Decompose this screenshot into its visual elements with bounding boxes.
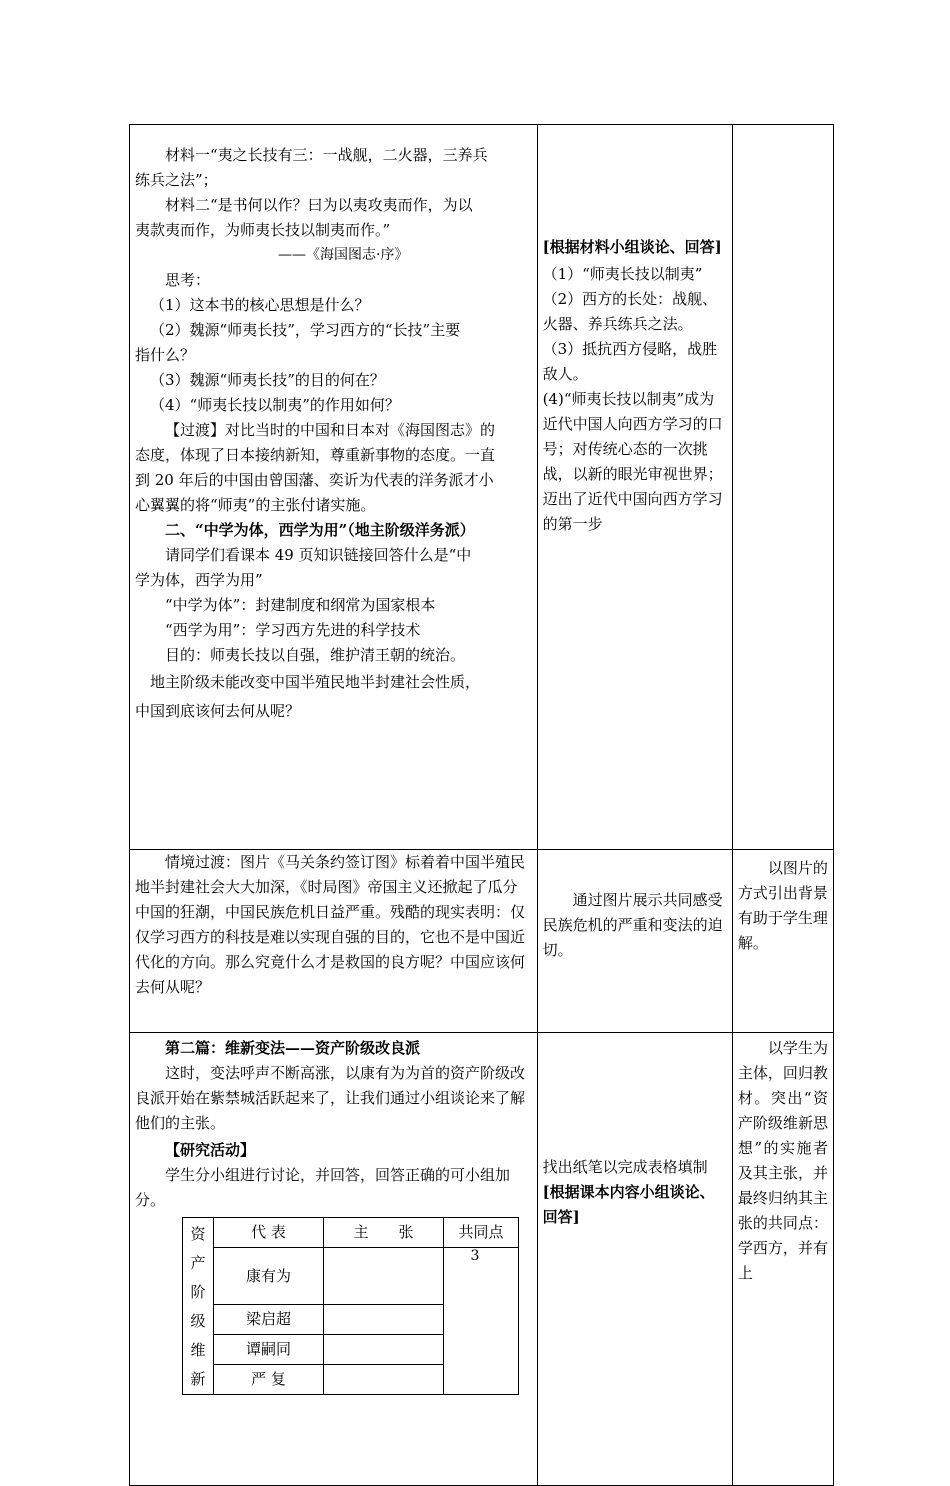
answer-1: （1）“师夷长技以制夷” (542, 265, 703, 283)
common-point-blank[interactable] (444, 1248, 519, 1395)
answer-4: (4)“师夷长技以制夷”成为近代中国人向西方学习的口号；对传统心态的一次挑战，以新的眼光审视世界；迈出了近代中国向西方学习的第一步 (542, 390, 723, 533)
conclusion-line2: 中国到底该何去何从呢？ (135, 702, 301, 720)
student-activity-cell (537, 850, 732, 1033)
image-activity-text: 通过图片展示共同感受民族危机的严重和变法的迫切。 (542, 891, 723, 959)
material-two-line2: 夷款夷而作，为师夷长技以制夷而作。” (135, 221, 391, 239)
question-2-line1: （2）魏源“师夷长技”，学习西方的“长技”主要 (150, 321, 461, 339)
section-heading-reform: 第二篇：维新变法——资产阶级改良派 (165, 1039, 421, 1057)
lesson-plan-table (129, 124, 834, 1486)
chinese-learning-definition: “中学为体”：封建制度和纲常为国家根本 (165, 596, 436, 614)
section-heading-westernization: 二、“中学为体，西学为用”（地主阶级洋务派） (165, 521, 475, 539)
header-common-point: 共同点 (444, 1218, 519, 1248)
teaching-content-cell (130, 125, 538, 850)
think-label: 思考： (165, 271, 211, 289)
reform-intro: 这时，变法呼声不断高涨，以康有为为首的资产阶级改良派开始在紫禁城活跃起来了，让我们通过小组谈论来了解他们的主张。 (135, 1064, 526, 1132)
purpose-line: 目的：师夷长技以自强，维护清王朝的统治。 (165, 646, 466, 664)
design-intent-text: 以学生为主体，回归教材。突出“资产阶级维新思想”的实施者及其主张，并最终归纳其主张的共同点：学西方，并有上 (737, 1039, 828, 1282)
teaching-content-cell (130, 850, 538, 1033)
activity-title: [根据课本内容小组谈论、回答] (542, 1183, 715, 1226)
activity-title: [根据材料小组谈论、回答] (542, 238, 722, 256)
transition-line4: 心翼翼的将“师夷”的主张付诸实施。 (135, 496, 376, 514)
conclusion-line1: 地主阶级未能改变中国半殖民地半封建社会性质， (150, 673, 481, 691)
person-name: 严 复 (214, 1365, 324, 1395)
answer-3: （3）抵抗西方侵略，战胜敌人。 (542, 340, 718, 383)
reformers-table (182, 1217, 519, 1395)
side-label-cell (183, 1218, 214, 1395)
material-source: ——《海国图志·序》 (278, 247, 409, 263)
person-name: 康有为 (214, 1248, 324, 1305)
student-activity-cell (537, 125, 732, 850)
material-two-line1: 材料二“是书何以作？曰为以夷攻夷而作，为以 (165, 196, 473, 214)
reading-line2: 学为体，西学为用” (135, 571, 263, 589)
side-label: 资产阶级维新 (190, 1225, 206, 1388)
table-row (130, 125, 834, 850)
question-2-line2: 指什么？ (135, 346, 196, 364)
reading-line1: 请同学们看课本 49 页知识链接回答什么是“中 (165, 546, 472, 564)
proposition-blank[interactable] (324, 1335, 444, 1365)
transition-line2: 态度，体现了日本接纳新知，尊重新事物的态度。一直 (135, 446, 496, 464)
header-proposition: 主 张 (324, 1218, 444, 1248)
answer-2: （2）西方的长处：战舰、火器、养兵练兵之法。 (542, 290, 718, 333)
transition-line3: 到 20 年后的中国由曾国藩、奕䜣为代表的洋务派才小 (135, 471, 494, 489)
material-one-line2: 练兵之法”； (135, 171, 218, 189)
person-name: 梁启超 (214, 1305, 324, 1335)
question-4: （4）“师夷长技以制夷”的作用如何？ (150, 396, 400, 414)
transition-line1: 【过渡】对比当时的中国和日本对《海国图志》的 (165, 421, 496, 439)
scenario-transition: 情境过渡：图片《马关条约签订图》标着着中国半殖民地半封建社会大大加深，《时局图》帝国主义还掀起了瓜分中国的狂潮，中国民族危机日益严重。残酷的现实表明：仅仅学习西方的科技是难以实现自强的目的，它也不是中国近代化的方向。那么究竟什么才是救国的良方呢？中国应该何去何从呢？ (135, 853, 526, 996)
header-representative: 代 表 (214, 1218, 324, 1248)
question-1: （1）这本书的核心思想是什么？ (150, 296, 370, 314)
design-intent-cell (732, 125, 833, 850)
activity-instructions: 学生分小组进行讨论，并回答，回答正确的可小组加分。 (135, 1166, 511, 1209)
proposition-blank[interactable] (324, 1305, 444, 1335)
table-row (130, 850, 834, 1033)
table-task-text: 找出纸笔以完成表格填制 (542, 1158, 708, 1176)
design-intent-text: 以图片的方式引出背景有助于学生理解。 (737, 859, 828, 952)
person-name: 谭嗣同 (214, 1335, 324, 1365)
design-intent-cell (732, 850, 833, 1033)
research-activity-label: 【研究活动】 (165, 1141, 256, 1159)
page-number: 3 (470, 1248, 480, 1264)
material-one-line1: 材料一“夷之长技有三：一战舰，二火器，三养兵 (165, 146, 488, 164)
table-row (183, 1218, 519, 1248)
question-3: （3）魏源“师夷长技”的目的何在？ (150, 371, 385, 389)
proposition-blank[interactable] (324, 1365, 444, 1395)
western-learning-definition: “西学为用”：学习西方先进的科学技术 (165, 621, 421, 639)
